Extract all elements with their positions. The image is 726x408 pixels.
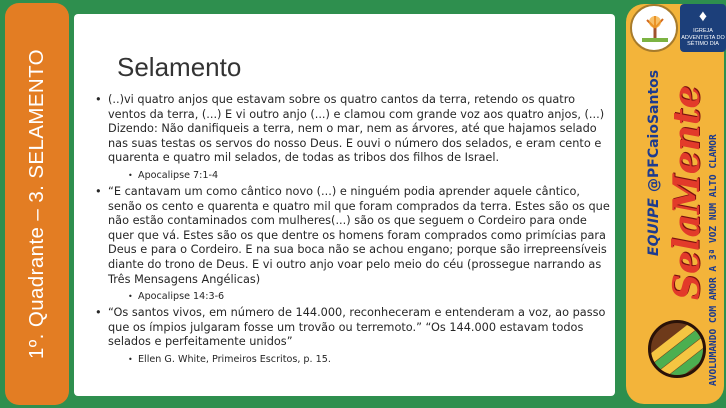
slide-title: Selamento [117, 52, 242, 82]
bullet-item [90, 93, 610, 182]
bullet-icon: • [95, 184, 102, 198]
emblem-icon [648, 320, 706, 378]
equipe-label: EQUIPE [646, 198, 662, 256]
flame-icon: ♦ [698, 8, 708, 25]
bullet-text: “E cantavam um como cântico novo (...) e ninguém podia aprender aquele cântico, senão os cento e quarenta e quatro mil que foram comprados da terra. Estes são os que não estão contaminados com mulheres(...) são os que seguem o Cordeiro para onde quer que vá. Estes são os que dentre os homens foram comprados como primícias para Deus e para o Cordeiro. E na sua boca não se achou engano; porque são irrepreensíveis diante do trono de Deus. E vi outro anjo voar pelo meio do céu (prossegue narrando as Três Mensagens Angélicas) [108, 184, 610, 286]
reference-text: Apocalipse 14:3-6 [138, 291, 225, 303]
church-logo [680, 4, 726, 52]
bullet-icon: • [95, 306, 102, 320]
tree-logo-icon [630, 4, 678, 52]
sub-bullet-icon: • [128, 354, 133, 364]
reference [108, 290, 610, 303]
reference [108, 169, 610, 182]
branding-panel [622, 0, 726, 408]
bullet-text: (..)vi quatro anjos que estavam sobre os quatro cantos da terra, retendo os quatro ventos da terra, (...) E vi outro anjo (...) e clamou com grande voz aos quatro anjos, (...) Dizendo: Não danifiqueis a terra, nem o mar, nem as árvores, até que hajamos selado nas suas testas os servos do nosso Deus. E ouvi o número dos selados, e eram cento e quarenta e quatro mil selados, de todas as tribos dos filhos de Israel. [108, 93, 605, 165]
church-logo-text: IGREJA ADVENTISTA DO SÉTIMO DIA [681, 28, 725, 47]
bullet-item [90, 306, 610, 366]
bullet-text: “Os santos vivos, em número de 144.000, reconheceram e entenderam a voz, ao passo que os ímpios julgaram fosse um trovão ou terremoto.” “Os 144.000 estavam todos selados e perfeitamente unidos” [108, 306, 606, 349]
side-panel [5, 3, 69, 405]
social-handle: @PFCaioSantos [646, 69, 662, 192]
sub-bullet-icon: • [128, 170, 133, 180]
bullet-list [90, 93, 610, 366]
reference [108, 353, 610, 366]
section-title: 1º. Quadrante – 3. SELAMENTO [25, 49, 48, 360]
bullet-item [90, 185, 610, 303]
bullet-icon: • [95, 93, 102, 106]
reference-text: Ellen G. White, Primeiros Escritos, p. 15. [138, 353, 331, 365]
sub-bullet-icon: • [128, 292, 133, 302]
slide-content [74, 14, 615, 396]
selamente-logo: SelaMente [666, 85, 708, 300]
reference-text: Apocalipse 7:1-4 [138, 169, 219, 181]
tagline: AVOLUMANDO COM AMOR A 3ª VOZ NUM ALTO CLAMOR [708, 134, 719, 386]
